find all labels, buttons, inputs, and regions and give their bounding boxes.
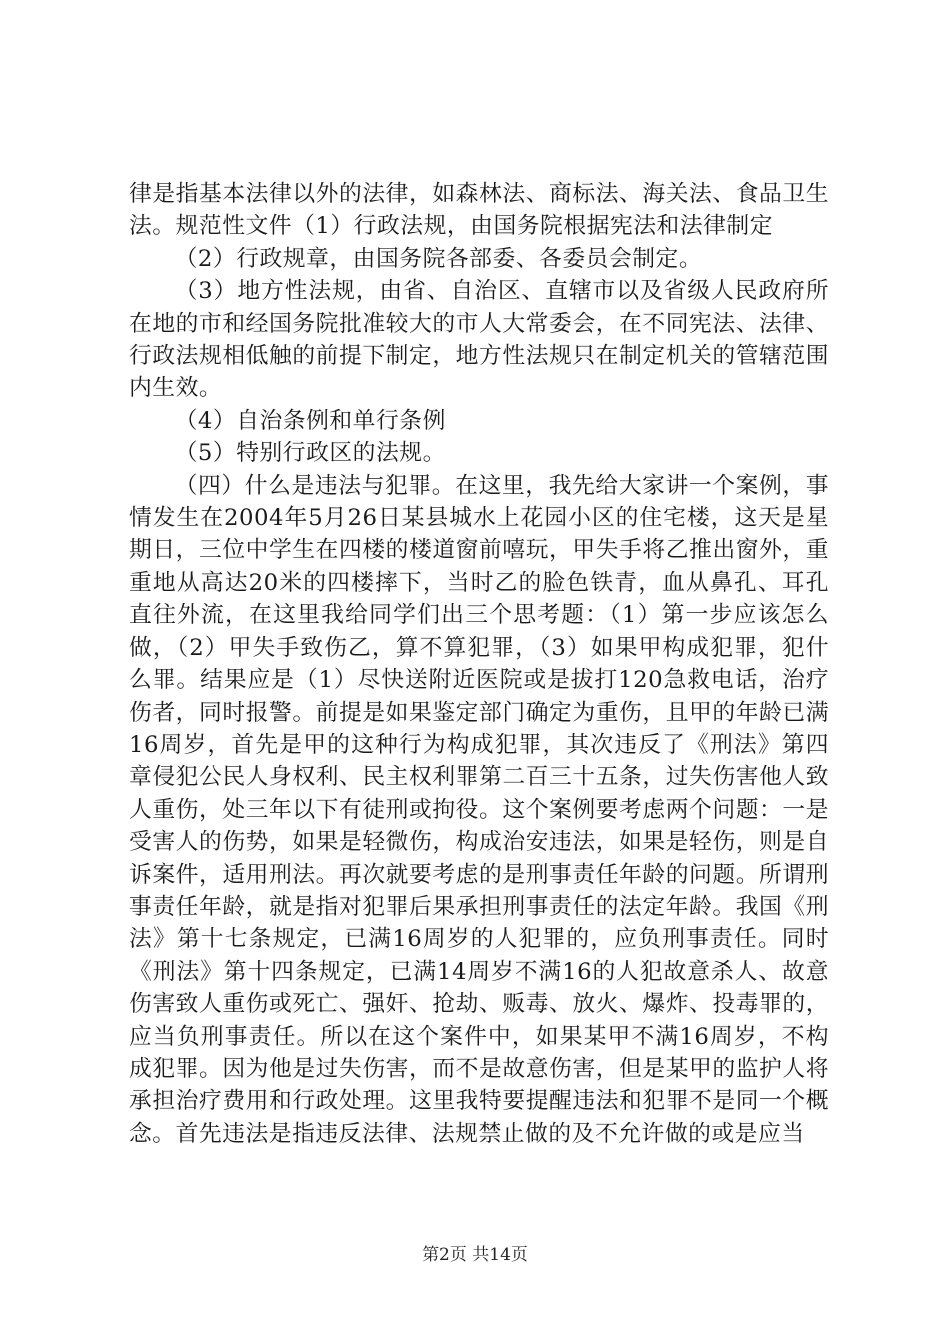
document-body — [129, 178, 829, 1150]
paragraph-1: 律是指基本法律以外的法律，如森林法、商标法、海关法、食品卫生法。规范性文件（1）行政法规，由国务院根据宪法和法律制定 — [129, 181, 829, 240]
paragraph-5: （5）特别行政区的法规。 — [174, 440, 446, 467]
paragraph-4: （4）自治条例和单行条例 — [174, 407, 446, 434]
page-footer: 第2页 共14页 — [422, 1245, 528, 1265]
paragraph-2: （2）行政规章，由国务院各部委、各委员会制定。 — [174, 245, 703, 272]
paragraph-3: （3）地方性法规，由省、自治区、直辖市以及省级人民政府所在地的市和经国务院批准较大的市人大常委会，在不同宪法、法律、行政法规相低触的前提下制定，地方性法规只在制定机关的管辖范围内生效。 — [129, 278, 829, 402]
paragraph-6: （四）什么是违法与犯罪。在这里，我先给大家讲一个案例，事情发生在2004年5月26日某县城水上花园小区的住宅楼，这天是星期日，三位中学生在四楼的楼道窗前嘻玩，甲失手将乙推出窗外，重重地从高达20米的四楼摔下，当时乙的脸色铁青，血从鼻孔、耳孔直往外流，在这里我给同学们出三个思考题：（1）第一步应该怎么做，（2）甲失手致伤乙，算不算犯罪，（3）如果甲构成犯罪，犯什么罪。结果应是（1）尽快送附近医院或是拔打120急救电话，治疗伤者，同时报警。前提是如果鉴定部门确定为重伤，且甲的年龄已满16周岁，首先是甲的这种行为构成犯罪，其次违反了《刑法》第四章侵犯公民人身权利、民主权利罪第二百三十五条，过失伤害他人致人重伤，处三年以下有徒刑或拘役。这个案例要考虑两个问题：一是受害人的伤势，如果是轻微伤，构成治安违法，如果是轻伤，则是自诉案件，适用刑法。再次就要考虑的是刑事责任年龄的问题。所谓刑事责任年龄，就是指对犯罪后果承担刑事责任的法定年龄。我国《刑法》第十七条规定，已满16周岁的人犯罪的，应负刑事责任。同时《刑法》第十四条规定，已满14周岁不满16的人犯故意杀人、故意伤害致人重伤或死亡、强奸、抢劫、贩毒、放火、爆炸、投毒罪的，应当负刑事责任。所以在这个案件中，如果某甲不满16周岁，不构成犯罪。因为他是过失伤害，而不是故意伤害，但是某甲的监护人将承担治疗费用和行政处理。这里我特要提醒违法和犯罪不是同一个概念。首先违法是指违反法律、法规禁止做的及不允许做的或是应当 — [129, 472, 829, 1147]
